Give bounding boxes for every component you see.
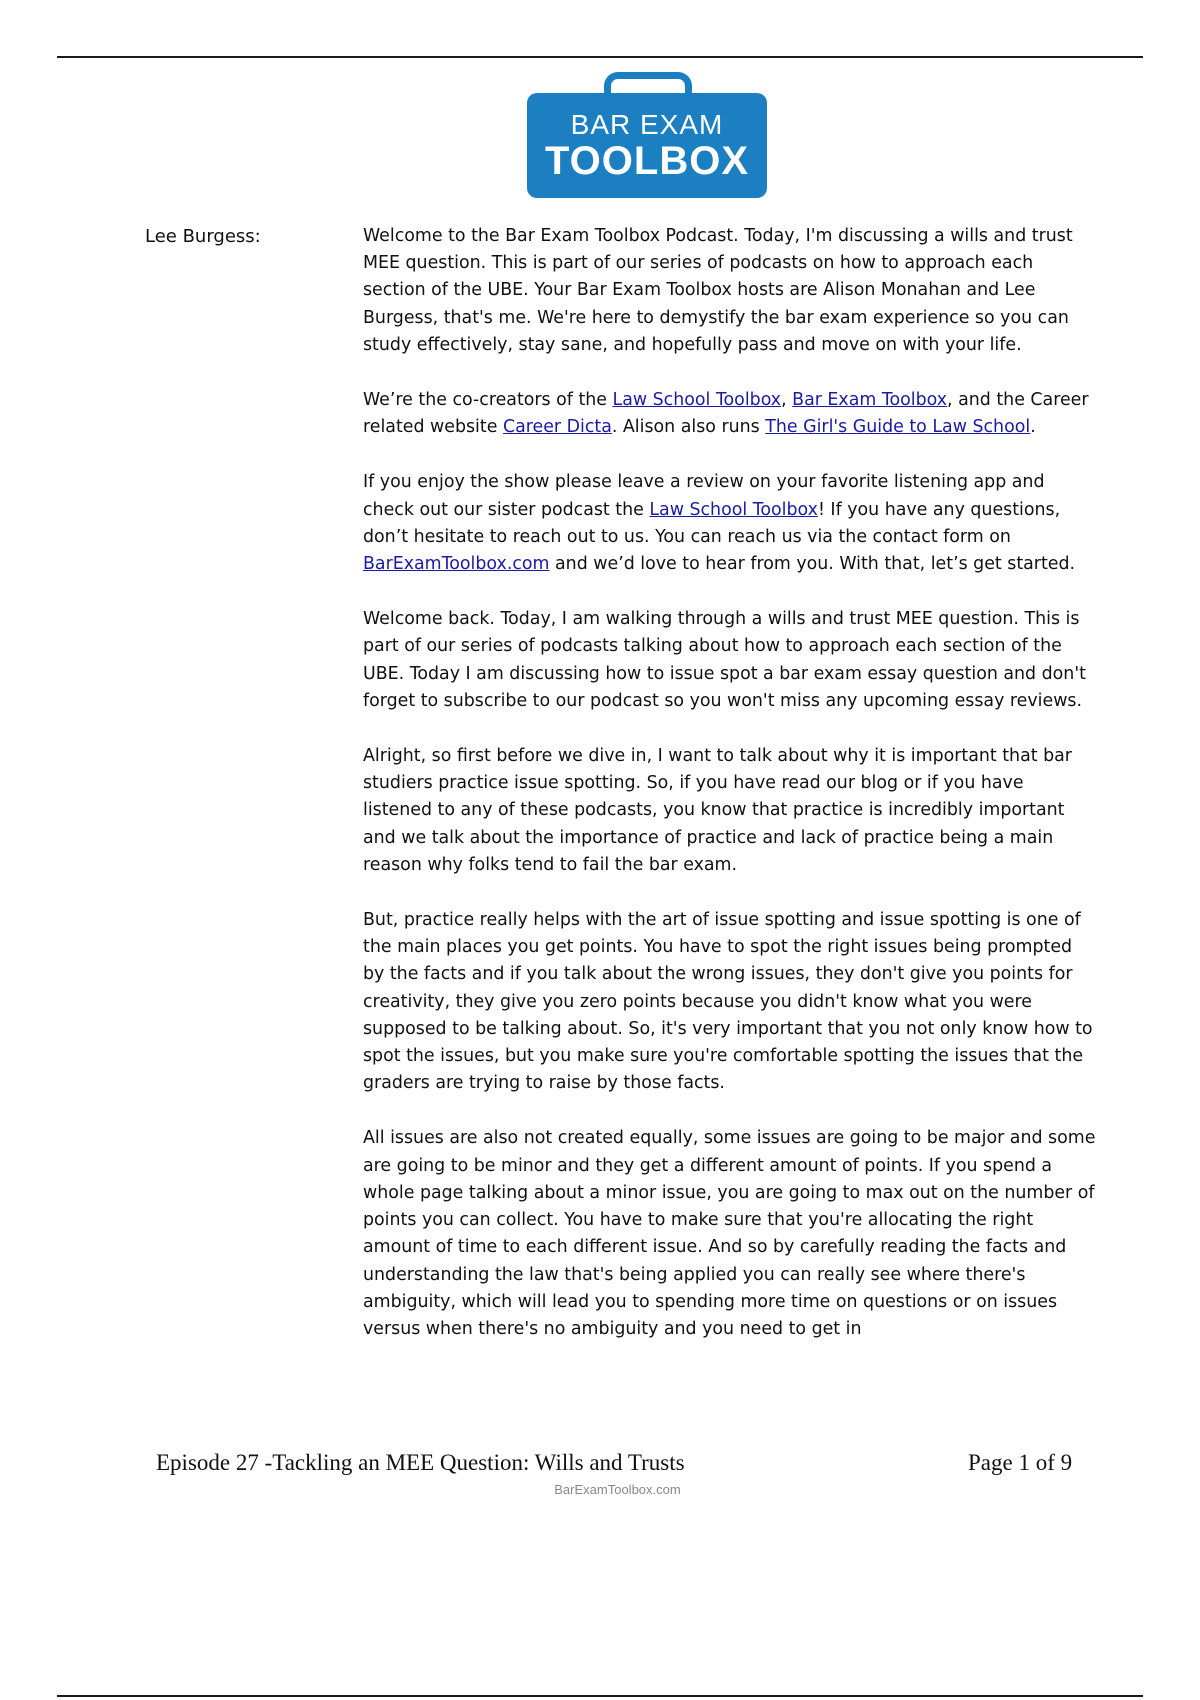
girls-guide-link[interactable]: The Girl's Guide to Law School: [765, 417, 1031, 438]
barexamtoolbox-site-link[interactable]: BarExamToolbox.com: [363, 554, 550, 575]
paragraph-4: Welcome back. Today, I am walking through a wills and trust MEE question. This is part of our series of podcasts talking about how to approach each section of the UBE. Today I am discussing how to issue spot a bar exam essay question and don't forget to subscribe to our podcast so you won't miss any upcoming essay reviews.: [363, 609, 1086, 711]
paragraph-1: Welcome to the Bar Exam Toolbox Podcast. Today, I'm discussing a wills and trust MEE question. This is part of our series of podcasts on how to approach each section of the UBE. Your Bar Exam Toolbox hosts are Alison Monahan and Lee Burgess, that's me. We're here to demystify the bar exam experience so you can study effectively, stay sane, and hopefully pass and move on with your life.: [363, 226, 1073, 355]
text: If you enjoy the show please leave a review on your favorite listening app and check out our sister podcast the: [363, 472, 1045, 520]
paragraph-5: Alright, so first before we dive in, I want to talk about why it is important that bar studiers practice issue spotting. So, if you have read our blog or if you have listened to any of these podcasts, you know that practice is incredibly important and we talk about the importance of practice and lack of practice being a main reason why folks tend to fail the bar exam.: [363, 746, 1072, 875]
paragraph-3: [363, 469, 1098, 578]
bar-exam-toolbox-logo: [527, 72, 767, 198]
text: ,: [781, 390, 793, 411]
transcript-body: [363, 223, 1098, 1419]
career-dicta-link[interactable]: Career Dicta: [502, 417, 612, 438]
text: .: [1030, 417, 1036, 438]
footer-website: BarExamToolbox.com: [554, 1482, 681, 1497]
bar-exam-toolbox-link[interactable]: Bar Exam Toolbox: [792, 390, 948, 411]
paragraph-7: All issues are also not created equally, some issues are going to be major and some are going to be minor and they get a different amount of points. If you spend a whole page talking about a minor issue, you are going to max out on the number of points you can collect. You have to make sure that you're allocating the right amount of time to each different issue. And so by carefully reading the facts and understanding the law that's being applied you can really see where there's ambiguity, which will lead you to spending more time on questions or on issues versus when there's no ambiguity and you need to get in: [363, 1128, 1096, 1339]
footer-episode-title: Episode 27 -Tackling an MEE Question: Wills and Trusts: [156, 1450, 685, 1475]
text: . Alison also runs: [611, 417, 766, 438]
paragraph-2: [363, 387, 1098, 441]
logo-line-1: BAR EXAM: [570, 108, 724, 140]
logo-line-2: TOOLBOX: [544, 138, 750, 183]
logo-box: [527, 93, 767, 198]
footer-page-number: Page 1 of 9: [968, 1450, 1073, 1475]
law-school-toolbox-link[interactable]: Law School Toolbox: [612, 390, 782, 411]
text: ! If you have any questions, don’t hesitate to reach out to us. You can reach us via the contact form on: [363, 499, 1061, 547]
law-school-toolbox-podcast-link[interactable]: Law School Toolbox: [649, 499, 818, 520]
bottom-rule: [57, 1695, 1143, 1697]
paragraph-6: But, practice really helps with the art of issue spotting and issue spotting is one of the main places you get points. You have to spot the right issues being prompted by the facts and if you talk about the wrong issues, they don't give you points for creativity, they give you zero points because you didn't know what you were supposed to be talking about. So, it's very important that you not only know how to spot the issues, but you make sure you're comfortable spotting the issues that the graders are trying to raise by those facts.: [363, 910, 1093, 1094]
top-rule: [57, 56, 1143, 58]
speaker-label: Lee Burgess:: [145, 226, 261, 247]
text: , and the Career related website: [363, 390, 1089, 438]
text: We’re the co-creators of the: [363, 390, 613, 411]
text: and we’d love to hear from you. With that, let’s get started.: [549, 554, 1076, 575]
